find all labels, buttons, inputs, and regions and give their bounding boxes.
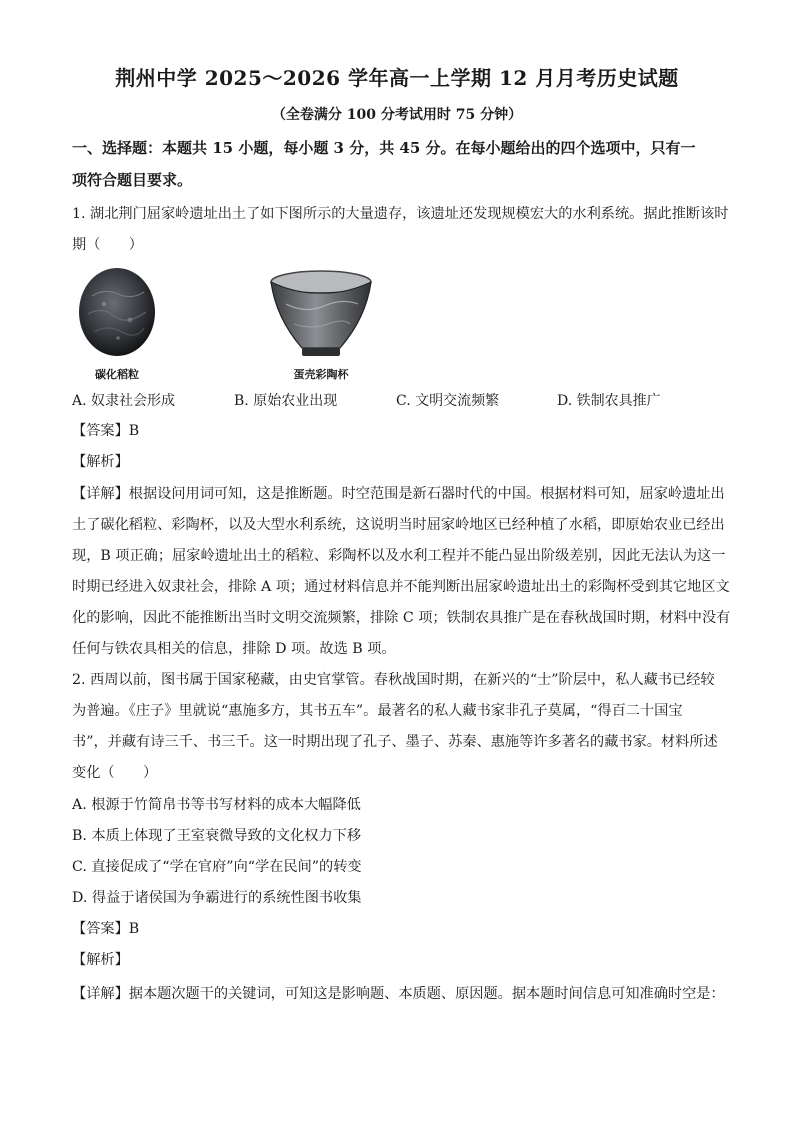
q2-option-b: B. 本质上体现了王室衰微导致的文化权力下移 <box>72 828 362 844</box>
q2-stem-line: 2. 西周以前，图书属于国家秘藏，由史官掌管。春秋战国时期，在新兴的“士”阶层中，私人藏书已经较 <box>72 672 715 688</box>
q1-option-d: D. 铁制农具推广 <box>557 393 661 409</box>
q1-answer: 【答案】B <box>72 423 140 439</box>
q1-detail-line: 现，B 项正确；屈家岭遗址出土的稻粒、彩陶杯以及水利工程并不能凸显出阶级差别，因此无法认为这一 <box>72 548 726 564</box>
q2-option-d: D. 得益于诸侯国为争霸进行的系统性图书收集 <box>72 890 362 906</box>
q2-stem-line: 书”，并藏有诗三千、书三千。这一时期出现了孔子、墨子、苏秦、惠施等许多著名的藏书家。材料所述 <box>72 734 718 750</box>
q1-analysis-label: 【解析】 <box>72 454 129 470</box>
q1-stem-line: 期（ ） <box>72 237 143 253</box>
q2-answer: 【答案】B <box>72 921 140 937</box>
q2-stem-line: 变化（ ） <box>72 765 158 781</box>
q2-stem-line: 为普遍。《庄子》里就说“惠施多方，其书五车”。最著名的私人藏书家非孔子莫属，“得百二十国宝 <box>72 703 683 719</box>
q2-option-a: A. 根源于竹简帛书等书写材料的成本大幅降低 <box>72 797 361 813</box>
q1-detail-line: 土了碳化稻粒、彩陶杯，以及大型水利系统，这说明当时屈家岭地区已经种植了水稻，即原始农业已经出 <box>72 517 725 533</box>
eggshell-pottery-cup-image <box>266 268 376 362</box>
q2-detail-line: 【详解】据本题次题干的关键词，可知这是影响题、本质题、原因题。据本题时间信息可知准确时空是： <box>72 986 725 1002</box>
q1-option-c: C. 文明交流频繁 <box>396 393 500 409</box>
q1-detail-line: 化的影响，因此不能推断出当时文明交流频繁，排除 C 项；铁制农具推广是在春秋战国时期，材料中没有 <box>72 610 731 626</box>
q1-detail-line: 时期已经进入奴隶社会，排除 A 项；通过材料信息并不能判断出屈家岭遗址出土的彩陶杯受到其它地区文 <box>72 579 730 595</box>
page-subtitle: （全卷满分 100 分考试用时 75 分钟） <box>271 107 523 123</box>
page-title: 荆州中学 2025～2026 学年高一上学期 12 月月考历史试题 <box>115 66 679 90</box>
q1-stem-line: 1. 湖北荆门屈家岭遗址出土了如下图所示的大量遗存，该遗址还发现规模宏大的水利系统。据此推断该时 <box>72 206 729 222</box>
q1-detail-line: 【详解】根据设问用词可知，这是推断题。时空范围是新石器时代的中国。根据材料可知，屈家岭遗址出 <box>72 486 725 502</box>
q1-detail-line: 任何与铁农具相关的信息，排除 D 项。故选 B 项。 <box>72 641 396 657</box>
image-caption: 蛋壳彩陶杯 <box>293 368 349 381</box>
q1-option-a: A. 奴隶社会形成 <box>72 393 176 409</box>
q1-option-b: B. 原始农业出现 <box>234 393 338 409</box>
section-heading-line: 项符合题目要求。 <box>72 171 193 189</box>
section-heading <box>72 132 732 196</box>
q2-analysis-label: 【解析】 <box>72 952 129 968</box>
section-heading-line: 一、选择题：本题共 15 小题，每小题 3 分，共 45 分。在每小题给出的四个选项中，只有一 <box>72 139 696 157</box>
image-caption: 碳化稻粒 <box>95 368 139 381</box>
q2-option-c: C. 直接促成了“学在官府”向“学在民间”的转变 <box>72 859 362 875</box>
carbonized-rice-grain-image <box>74 266 160 362</box>
